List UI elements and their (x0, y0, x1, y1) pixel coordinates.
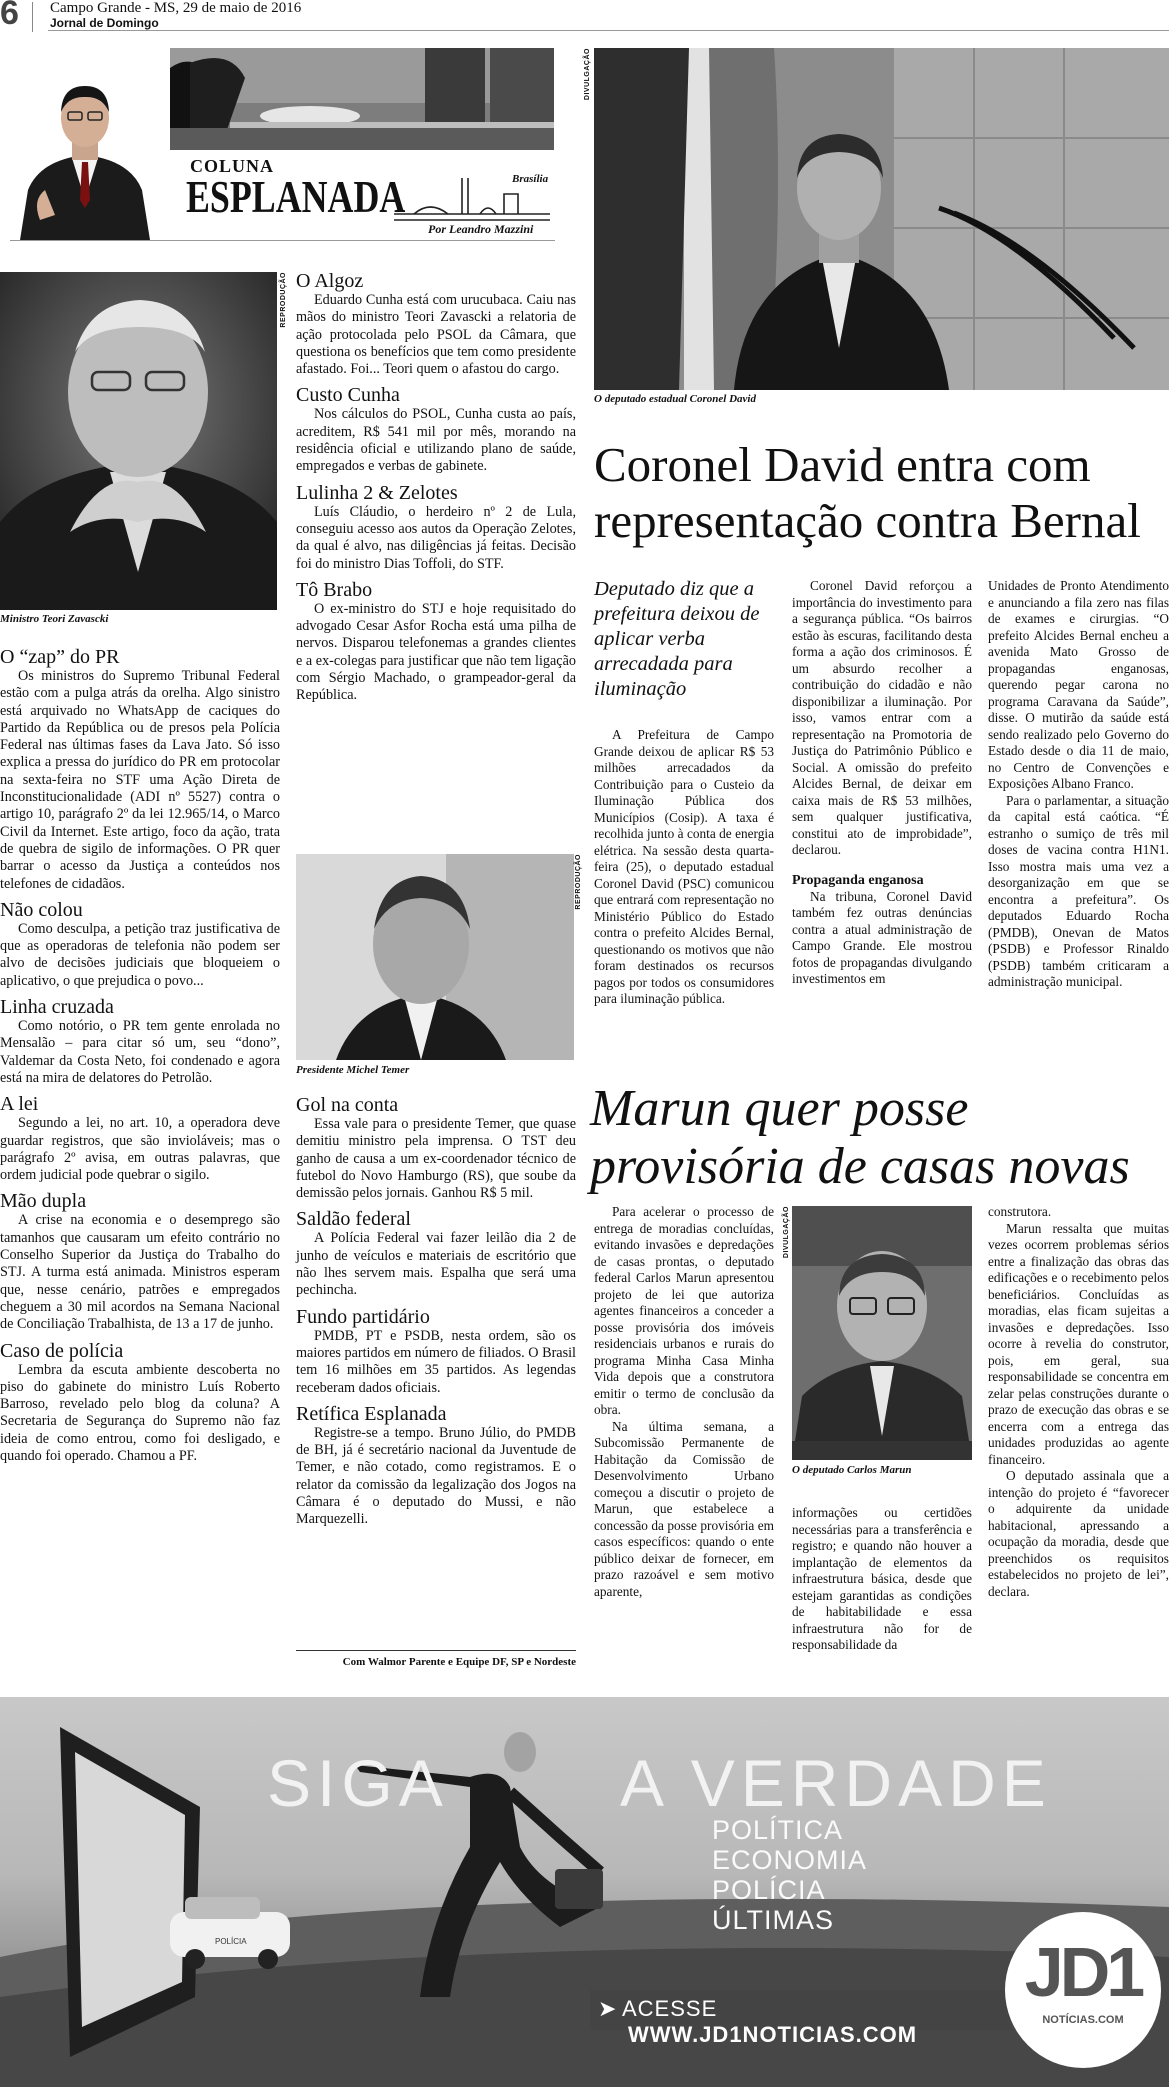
teori-photo (0, 272, 277, 610)
article2-paragraph: Marun ressalta que muitas vezes ocorrem problemas sérios entre a finalização das obras das edificações e o recebimento pelos beneficiários. Concluídas as moradias, elas ficam sujeitas a invasões e depredações. Isso ocorre à revelia do construtor, pois, em geral, sua responsabilidade se concentra em zelar pelas construções durante o prazo de execução das obras e se encerra com a entrega das unidades produzidas ao agente financeiro. (988, 1220, 1169, 1467)
congress-photo (170, 48, 554, 150)
section-body: A Polícia Federal vai fazer leilão dia 2 de junho de veículos e materiais de escritório que não lhes servem mais. Espalha que será uma pechincha. (296, 1230, 576, 1299)
section-body: Nos cálculos do PSOL, Cunha custa ao país, acreditem, R$ 541 mil por mês, morando na residência oficial e utilizando plano de saúde, empregados e verbas de gabinete. (296, 406, 576, 475)
article1-col1 (594, 727, 774, 1008)
dateline: Campo Grande - MS, 29 de maio de 2016 (50, 0, 302, 16)
marun-photo-credit: DIVULGAÇÃO (783, 1206, 790, 1259)
david-caption: O deputado estadual Coronel David (594, 393, 756, 405)
article2-paragraph: O deputado assinala que a intenção do projeto é “favorecer o adquirente da unidade habitacional, apressando a ocupação da moradia, desde que preenchidos os requisitos estabelecidos no projeto de lei”, declara. (988, 1468, 1169, 1599)
newspaper-name: Jornal de Domingo (50, 16, 159, 30)
ad-arrow-icon: ➤ (598, 1996, 618, 2021)
article2-paragraph: Na última semana, a Subcomissão Permanente de Habitação da Comissão de Desenvolvimento Urbano começou a discutir o projeto de Marun, que estabelece a concessão da posse provisória em casos específicos: quando o ente público deixar de fornecer, em prazo razoável e sem motivo aparente, (594, 1418, 774, 1599)
section-body: Os ministros do Supremo Tribunal Federal estão com a pulga atrás da orelha. Algo sinistro está arquivado no WhatsApp de caciques do Partido da República ou de presos pela Polícia Federal nas últimas fases da Lava Jato. Só isso explica a pressa do jurídico do PR em protocolar na sexta-feira no STF uma Ação Direta de Inconstitucionalidade (ADI nº 5527) contra o artigo 10, parágrafo 2º da lei 12.965/14, o Marco Civil da Internet. Este artigo, foco da ação, trata de quebra de sigilo de informações. O PR quer barrar o acesso da Justiça a conteúdos nos telefones de cidadãos. (0, 668, 280, 892)
section-title: Lulinha 2 & Zelotes (296, 481, 458, 504)
article1-deck: Deputado diz que a prefeitura deixou de aplicar verba arrecadada para iluminação (594, 578, 760, 700)
section-title: Fundo partidário (296, 1305, 430, 1328)
article2-paragraph: informações ou certidões necessárias para a transferência e registro; e quando não houver a implantação de elementos da infraestrutura básica, desde que estejam garantidas as condições de habitabilidade e essa infraestrutura não for de responsabilidade da (792, 1505, 972, 1652)
jd1-logo-subtitle: NOTÍCIAS.COM (1042, 2014, 1124, 2026)
ad-topic-item: ECONOMIA (712, 1845, 868, 1875)
column-name: ESPLANADA (186, 171, 406, 222)
section-body: Eduardo Cunha está com urucubaca. Caiu nas mãos do ministro Teori Zavascki a relatoria de ação protocolada pelo PSOL da Câmara, que questiona os benefícios que tem como presidente afastado. Foi... Teori quem o afastou do cargo. (296, 292, 576, 378)
section-title: Saldão federal (296, 1208, 411, 1231)
section-title: Tô Brabo (296, 578, 373, 601)
section-body: Essa vale para o presidente Temer, que quase demitiu ministro pela imprensa. O TST deu ganho de causa a um ex-coordenador técnico de futebol do Novo Hamburgo (RS), que soube da demissão pelos jornais. Ganhou R$ 5 mil. (296, 1116, 576, 1202)
section-body: Lembra da escuta ambiente descoberta no piso do gabinete do ministro Luís Roberto Barroso, revelado pelo blog da coluna? A Secretaria de Segurança do Supremo não faz ideia de como entrou, como foi desligado, e quando foi operado. Chamou a PF. (0, 1361, 280, 1464)
article1-paragraph: Coronel David reforçou a importância do investimento para a segurança pública. “Os bairros estão às escuras, facilitando desta forma a ação dos criminosos. É um absurdo recolher a contribuição do cidadão e não disponibilizar a iluminação. Por isso, vamos entrar com a representação na Promotoria de Justiça do Patrimônio Público e Social. A omissão do prefeito Alcides Bernal, de deixar em caixa mais de R$ 53 milhões, sem qualquer justificativa, constitui ato de improbidade”, declarou. (792, 578, 972, 857)
section-body: Segundo a lei, no art. 10, a operadora deve guardar registros, que são invioláveis; mas o parágrafo 2º avisa, em outras palavras, que ordem judicial pode quebrar o sigilo. (0, 1115, 280, 1184)
column-city: Brasília (512, 173, 549, 185)
article1-paragraph: A Prefeitura de Campo Grande deixou de aplicar R$ 53 milhões arrecadados da Contribuição para o Custeio da Iluminação Pública dos Municípios (Cosip). A taxa é recolhida junto à conta de energia elétrica. Na sessão desta quarta-feira (25), o deputado estadual Coronel David (PSC) comunicou que entrará com representação no Ministério Público do Estado contra o prefeito Alcides Bernal, questionando os motivos que não foram destinados os recursos pagos por todos os consumidores para iluminação pública. (594, 727, 774, 1006)
article1-col2 (792, 578, 972, 988)
article2-col2 (792, 1505, 972, 1654)
section-body: O ex-ministro do STJ e hoje requisitado do advogado Cesar Asfor Rocha está uma pilha de nervos. Disparou telefonemas a grandes clientes e a ex-colegas para justificar que não tem ligação com Sérgio Machado, o grampeador-geral da República. (296, 600, 576, 704)
article1-subhead: Propaganda enganosa (792, 872, 924, 888)
left-column (0, 640, 280, 1465)
section-title: Mão dupla (0, 1190, 87, 1213)
article1-col3 (988, 578, 1169, 991)
section-title: Retífica Esplanada (296, 1402, 447, 1425)
article1-paragraph: Na tribuna, Coronel David também fez outras denúncias contra a atual administração de Campo Grande. Ele mostrou fotos de propagandas divulgando investimentos em (792, 888, 972, 986)
ad-headline-siga: SIGA (267, 1746, 449, 1820)
article1-paragraph: Para o parlamentar, a situação da capital está caótica. “É estranho o sumiço de três mil doses de vacina contra H1N1. Isso mostra mais uma vez a desorganização em que se encontra a prefeitura”. Os deputados Eduardo Rocha (PMDB), Onevan de Matos (PSDB) e Professor Rinaldo (PSDB) também criticaram a administração municipal. (988, 792, 1169, 989)
section-title: O Algoz (296, 270, 364, 292)
ad-topics (712, 1815, 867, 1935)
section-body: Como desculpa, a petição traz justificativa de que as operadoras de telefonia não podem ser alvo de decisões judiciais que bloqueiem o aplicativo, o que prejudica o povo... (0, 920, 280, 989)
section-title: Caso de polícia (0, 1339, 124, 1362)
section-body: Luís Cláudio, o herdeiro nº 2 de Lula, conseguiu acesso aos autos da Operação Zelotes, da qual é alvo, nas diligências já feitas. Decisão foi do ministro Dias Toffoli, do STF. (296, 503, 576, 572)
ad-url[interactable]: WWW.JD1NOTICIAS.COM (628, 2022, 918, 2047)
column-byline: Por Leandro Mazzini (428, 222, 534, 236)
section-title: Não colou (0, 898, 83, 921)
header-divider (32, 2, 33, 32)
article1-headline: Coronel David entra com representação contra Bernal (594, 437, 1141, 548)
ad-topic-item: POLÍCIA (712, 1875, 826, 1905)
article1-paragraph: Unidades de Pronto Atendimento e anunciando a fila zero nas filas de exames e cirurgias. “O prefeito Alcides Bernal encheu a avenida Mato Grosso de propagandas enganosas, querendo pegar carona no programa Caravana da Saúde”, disse. O mutirão da saúde está sendo realizado pelo Governo do Estado desde o dia 11 de maio, no Centro de Convenções e Exposições Albano Franco. (988, 578, 1169, 791)
david-photo-credit: DIVULGAÇÃO (584, 48, 591, 101)
ad-acesse: ACESSE (622, 1996, 718, 2021)
columnist-photo (10, 50, 160, 240)
column-credit-rule (296, 1650, 576, 1651)
coronel-david-photo (594, 48, 1169, 390)
jd1-logo[interactable] (1005, 1912, 1161, 2068)
jd1-ad-banner[interactable] (0, 1697, 1169, 2087)
teori-caption: Ministro Teori Zavascki (0, 613, 109, 625)
teori-photo-credit: REPRODUÇÃO (280, 272, 287, 328)
ad-topic-item: ÚLTIMAS (712, 1905, 835, 1935)
section-body: Como notório, o PR tem gente enrolada no Mensalão – para citar só um, seu “dono”, Valdemar da Costa Neto, foi condenado e agora está na mira de delatores do Petrolão. (0, 1018, 280, 1086)
middle-column-top (296, 264, 576, 705)
section-body: PMDB, PT e PSDB, nesta ordem, são os maiores partidos em número de filiados. O Brasil tem 16 milhões em 35 partidos. As legendas receberam dados oficiais. (296, 1327, 576, 1396)
section-title: Custo Cunha (296, 384, 400, 407)
temer-photo (296, 854, 574, 1060)
section-body: Registre-se a tempo. Bruno Júlio, do PMDB de BH, já é secretário nacional da Juventude de Temer, e não cotado, como registramos. E o relator da comissão da legalização dos Jogos na Câmara é o deputado do Mussi, e não Marquezelli. (296, 1424, 576, 1528)
article2-col1 (594, 1204, 774, 1600)
ad-car-label: POLÍCIA (215, 1937, 247, 1946)
brasilia-skyline-icon (392, 170, 552, 225)
article2-col3 (988, 1204, 1169, 1600)
section-body: A crise na economia e o desemprego são tamanhos que causaram um efeito contrário no Conselho Superior da Justiça do Trabalho do STJ. A turma está animada. Ministros esperam que, nesse cenário, patrões e empregados cheguem a 30 mil acordos na Semana Nacional de Conciliação Trabalhista, de 13 a 17 de junho. (0, 1212, 280, 1333)
article2-paragraph: construtora. (988, 1204, 1052, 1219)
marun-caption: O deputado Carlos Marun (792, 1464, 912, 1476)
column-credit: Com Walmor Parente e Equipe DF, SP e Nordeste (342, 1656, 576, 1668)
page-number: 6 (0, 0, 19, 32)
section-title: A lei (0, 1093, 39, 1116)
section-title: O “zap” do PR (0, 646, 120, 668)
temer-photo-credit: REPRODUÇÃO (575, 854, 582, 910)
header-rule (48, 30, 1169, 31)
brand-rule (10, 240, 555, 241)
temer-caption: Presidente Michel Temer (296, 1064, 410, 1076)
ad-topic-item: POLÍTICA (712, 1815, 844, 1845)
ad-headline-verdade: A VERDADE (620, 1746, 1052, 1820)
middle-column-bottom (296, 1088, 576, 1529)
jd1-logo-text: JD1 (1024, 1933, 1142, 2011)
article2-headline: Marun quer posse provisória de casas novas (590, 1080, 1130, 1195)
carlos-marun-photo (792, 1206, 972, 1460)
section-title: Gol na conta (296, 1094, 399, 1116)
article2-paragraph: Para acelerar o processo de entrega de moradias concluídas, evitando invasões e depredações de casas prontas, o deputado federal Carlos Marun apresentou projeto de lei que autoriza agentes financeiros a conceder a posse provisória dos imóveis residenciais urbanos e rurais do programa Minha Casa Minha Vida depois que a construtora emitir o termo de conclusão da obra. (594, 1204, 774, 1417)
column-label-coluna: COLUNA (190, 156, 275, 176)
ad-url-bar[interactable] (590, 1990, 1010, 2047)
section-title: Linha cruzada (0, 996, 114, 1019)
